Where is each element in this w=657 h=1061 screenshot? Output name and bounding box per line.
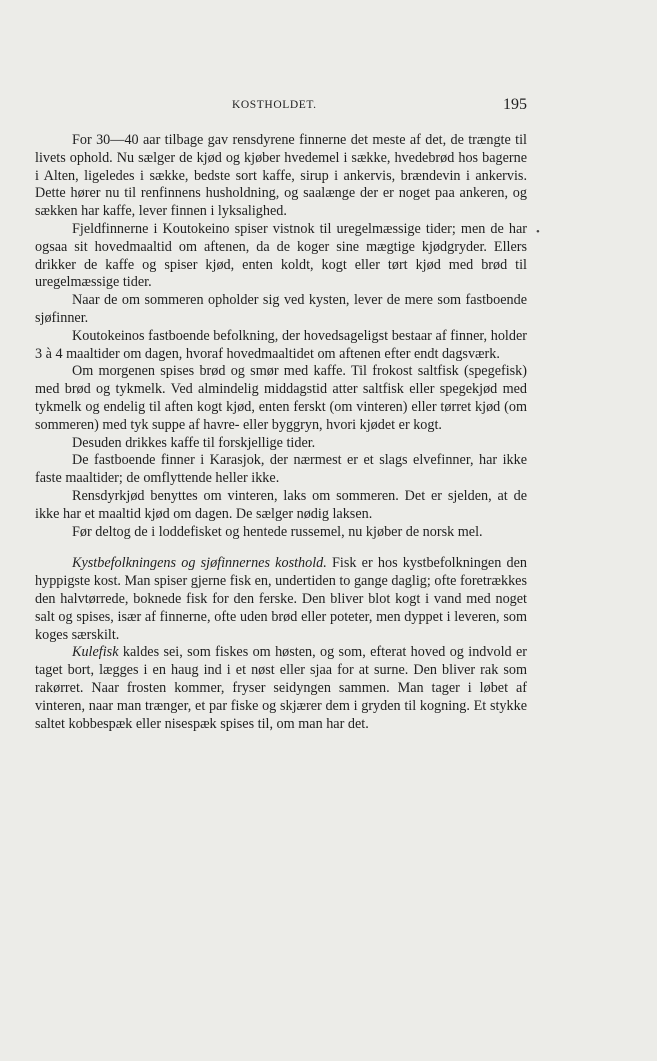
kulefisk-term: Kulefisk [72, 644, 119, 661]
margin-mark: • [536, 226, 540, 238]
kulefisk-paragraph [35, 644, 527, 733]
section-title: Kystbefolkningens og sjøfinnernes kosthold. [72, 555, 327, 572]
paragraph: Desuden drikkes kaffe til forskjellige tider. [72, 434, 316, 451]
paragraph: For 30—40 aar tilbage gav rensdyrene finnerne det meste af det, de trængte til livets ophold. Nu sælger de kjød og kjøber hvedemel i sække, hvedebrød hos bagerne i Alten, ligeledes i sække, bedste sort kaffe, sirup i ankervis, brændevin i ankervis. Dette hører nu til renfinnens husholdning, og saalænge der er noget paa ankeren, og sækken har kaffe, lever finnen i lyksalighed. [35, 132, 527, 220]
page-body [35, 132, 527, 733]
paragraph: Naar de om sommeren opholder sig ved kysten, lever de mere som fastboende sjøfinner. [35, 292, 527, 326]
section-text: Fisk er hos kystbefolkningen den hyppigste kost. Man spiser gjerne fisk en, undertiden to gange daglig; ofte foretrækkes den halvtørrede, boknede fisk for den ferske. Den bliver blot kogt i vand med noget salt og spises, især af finnerne, ofte uden brød eller poteter, men dyppet i leveren, som koges særskilt. [35, 555, 527, 643]
running-title: KOSTHOLDET. [232, 99, 317, 111]
kulefisk-text: kaldes sei, som fiskes om høsten, og som, efterat hoved og indvold er taget bort, lægges i en haug ind i et nøst eller sjaa for at surne. Den bliver rak som rakørret. Naar frosten kommer, fryser seidyngen sammen. Man tager i løbet af vinteren, naar man trænger, et par fiske og skjærer dem i gryden til kogning. Et stykke saltet kobbespæk eller nisespæk spises til, om man har det. [35, 644, 527, 732]
paragraph: De fastboende finner i Karasjok, der nærmest er et slags elvefinner, har ikke faste maaltider; de omflyttende heller ikke. [35, 452, 527, 487]
paragraph: Koutokeinos fastboende befolkning, der hovedsageligst bestaar af finner, holder 3 à 4 maaltider om dagen, hvoraf hovedmaaltidet om aftenen efter endt dagsværk. [35, 327, 527, 362]
page-header [35, 96, 527, 117]
paragraph: Før deltog de i loddefisket og hentede russemel, nu kjøber de norsk mel. [72, 523, 483, 540]
paragraph: Om morgenen spises brød og smør med kaffe. Til frokost saltfisk (spegefisk) med brød og tykmelk. Ved almindelig middagstid atter saltfisk eller spegekjød med tykmelk og endelig til aften kogt kjød, enten ferskt (om vinteren) eller tørret kjød (om sommeren) med tyk suppe af havre- eller byggryn, hvori kjødet er kogt. [35, 363, 527, 433]
paragraph: Fjeldfinnerne i Koutokeino spiser vistnok til uregelmæssige tider; men de har ogsaa sit hovedmaaltid om aftenen, da de koger sine mægtige kjødgryder. Ellers drikker de kaffe og spiser kjød, enten koldt, kogt eller tørt kjød med brød til uregelmæssige tider. [35, 220, 527, 291]
paragraph: Rensdyrkjød benyttes om vinteren, laks om sommeren. Det er sjelden, at de ikke har et maaltid kjød om dagen. De sælger nødig laksen. [35, 487, 527, 522]
section-paragraph [35, 555, 527, 644]
page-number: 195 [503, 96, 527, 113]
